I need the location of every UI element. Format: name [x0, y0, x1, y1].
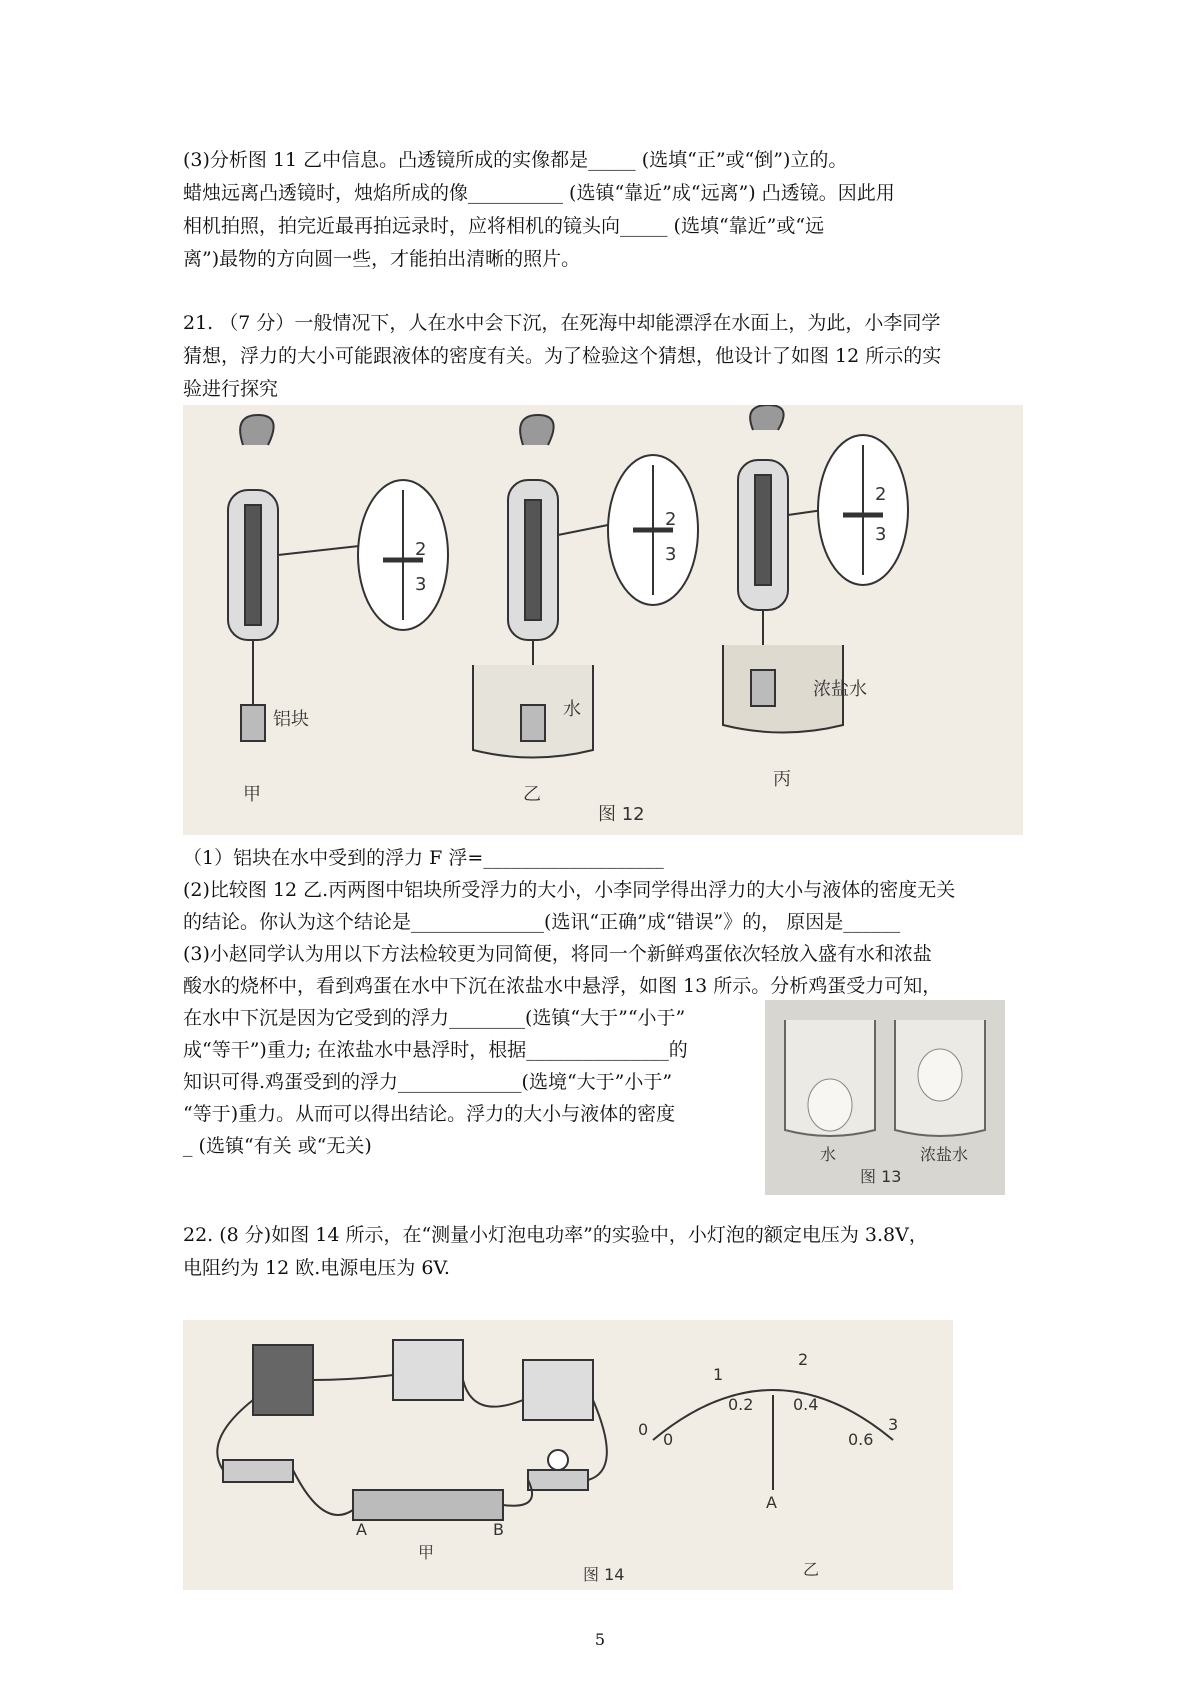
fig12-water-label: 水	[563, 699, 581, 720]
q22-line1: 22. (8 分)如图 14 所示，在“测量小灯泡电功率”的实验中，小灯泡的额定电压为 3.8V，	[183, 1224, 928, 1246]
q21-line1: 21. （7 分）一般情况下，人在水中会下沉，在死海中却能漂浮在水面上，为此，小李同学	[183, 312, 941, 334]
fig12-scale-label-2-bing: 2	[875, 484, 887, 505]
ammeter-icon	[393, 1340, 463, 1400]
q21-part3-line5: 知识可得.鸡蛋受到的浮力_____________(选境“大于”小于”	[183, 1071, 673, 1093]
figure-12	[183, 405, 1023, 835]
q20-part3-line1: (3)分析图 11 乙中信息。凸透镜所成的实像都是_____ (选填“正”或“倒”)立的。	[183, 149, 848, 171]
fig12-scale-label-3-yi: 3	[665, 544, 677, 565]
fig13-label-water: 水	[820, 1145, 837, 1164]
rheostat-icon	[353, 1490, 503, 1520]
spring-scale-yi	[473, 415, 698, 758]
fig12-scale-label-2-jia: 2	[415, 539, 427, 560]
q21-part3-line2: 酸水的烧杯中，看到鸡蛋在水中下沉在浓盐水中悬浮，如图 13 所示。分析鸡蛋受力可知，	[183, 975, 942, 997]
q21-part1: （1）铝块在水中受到的浮力 F 浮=___________________	[183, 847, 664, 869]
fig13-label-brine: 浓盐水	[920, 1145, 969, 1164]
q21-part3-line3: 在水中下沉是因为它受到的浮力________(选镇“大于”“小于”	[183, 1007, 686, 1029]
fig14-terminal-a: A	[356, 1520, 367, 1539]
fig12-scale-label-3-bing: 3	[875, 524, 887, 545]
fig14-inner-tick-06: 0.6	[848, 1430, 874, 1449]
fig13-caption: 图 13	[860, 1167, 902, 1186]
lamp-base-icon	[528, 1470, 588, 1490]
fig14-inner-tick-0: 0	[663, 1430, 674, 1449]
figure-13	[765, 1000, 1005, 1195]
bulb-icon	[548, 1450, 568, 1470]
fig12-label-yi: 乙	[523, 784, 541, 805]
fig12-brine-label: 浓盐水	[813, 679, 867, 700]
fig12-label-bing: 丙	[773, 769, 791, 790]
q20-part3-line3: 相机拍照，拍完近最再拍远录时，应将相机的镜头向_____ (选填“靠近”或“远	[183, 215, 825, 237]
fig14-label-jia: 甲	[418, 1543, 435, 1562]
fig14-outer-tick-1: 1	[713, 1365, 724, 1384]
q21-line2: 猜想，浮力的大小可能跟液体的密度有关。为了检验这个猜想，他设计了如图 12 所示的实	[183, 345, 942, 367]
fig14-caption: 图 14	[583, 1565, 625, 1584]
fig12-label-jia: 甲	[243, 784, 261, 805]
fig12-caption: 图 12	[598, 804, 645, 825]
q20-part3-line2: 蜡烛远离凸透镜时，烛焰所成的像__________ (选镇“靠近”成“远离”) 凸透镜。因此用	[183, 182, 895, 204]
q21-part2-line1: (2)比较图 12 乙.丙两图中铝块所受浮力的大小，小李同学得出浮力的大小与液体的密度无关	[183, 879, 956, 901]
egg-in-water	[808, 1079, 852, 1131]
fig12-scale-label-2-yi: 2	[665, 509, 677, 530]
switch-icon	[223, 1460, 293, 1482]
q22-line2: 电阻约为 12 欧.电源电压为 6V.	[183, 1257, 450, 1279]
fig14-label-yi: 乙	[803, 1560, 820, 1579]
battery-icon	[253, 1345, 313, 1415]
q21-part3-line6: “等于)重力。从而可以得出结论。浮力的大小与液体的密度	[183, 1103, 676, 1125]
fig14-outer-tick-0: 0	[638, 1420, 649, 1439]
fig14-outer-tick-3: 3	[888, 1415, 899, 1434]
q21-part3-line7: _ (选镇“有关 或“无关)	[183, 1135, 372, 1157]
egg-in-brine	[918, 1049, 962, 1101]
figure-14	[183, 1320, 953, 1590]
fig14-meter-unit: A	[766, 1493, 777, 1512]
fig14-outer-tick-2: 2	[798, 1350, 809, 1369]
voltmeter-icon	[523, 1360, 593, 1420]
q21-part3-line4: 成“等干”)重力; 在浓盐水中悬浮时，根据_______________的	[183, 1039, 688, 1061]
fig14-inner-tick-04: 0.4	[793, 1395, 819, 1414]
fig14-terminal-b: B	[493, 1520, 504, 1539]
page-number: 5	[594, 1630, 606, 1649]
q21-part2-line2: 的结论。你认为这个结论是______________(选讯“正确”成“错误”》的， 原因是______	[183, 911, 901, 933]
q21-line3: 验进行探究	[183, 378, 279, 400]
fig12-scale-label-3-jia: 3	[415, 574, 427, 595]
q21-part3-line1: (3)小赵同学认为用以下方法检较更为同简便，将同一个新鲜鸡蛋依次轻放入盛有水和浓盐	[183, 943, 932, 965]
fig14-inner-tick-02: 0.2	[728, 1395, 754, 1414]
fig12-block-label: 铝块	[273, 709, 309, 730]
q20-part3-line4: 离”)最物的方向圆一些，才能拍出清晰的照片。	[183, 248, 581, 270]
